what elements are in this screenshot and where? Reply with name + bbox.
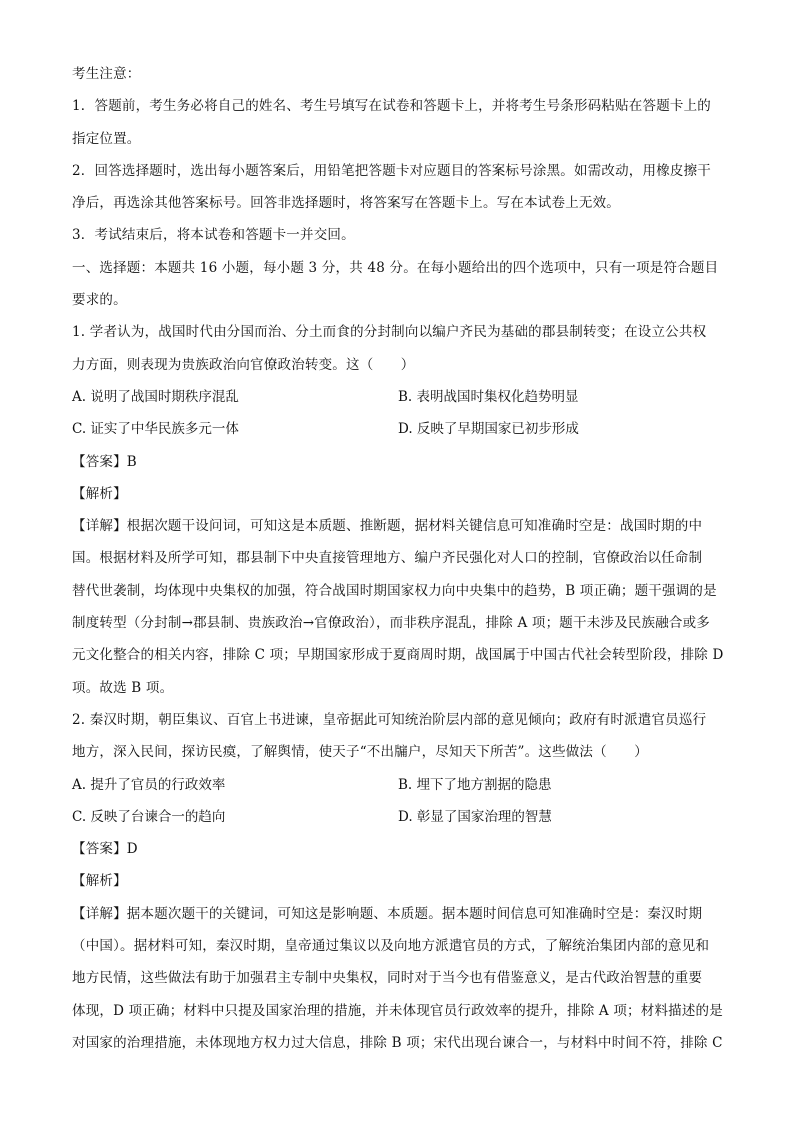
q1-option-c: C. 证实了中华民族多元一体: [72, 421, 239, 438]
q2-options-row-2: [72, 807, 724, 827]
q2-option-d: D. 彰显了国家治理的智慧: [398, 808, 552, 825]
q2-detail-line-3: 地方民情，这些做法有助于加强君主专制中央集权，同时对于当今也有借鉴意义，是古代政治智慧的重要: [72, 970, 703, 987]
section-heading-line-2: 要求的。: [72, 292, 127, 309]
exam-page: [72, 64, 724, 1053]
q2-option-c: C. 反映了台谏合一的趋向: [72, 808, 226, 825]
q1-answer: 【答案】B: [72, 453, 137, 470]
q1-detail-line-4: 制度转型（分封制→郡县制、贵族政治→官僚政治），而非秩序混乱，排除 A 项；题干未涉及民族融合或多: [72, 615, 711, 632]
q1-detail-line-3: 替代世袭制，均体现中央集权的加强，符合战国时期国家权力向中央集中的趋势，B 项正确；题干强调的是: [72, 582, 717, 599]
q1-detail-line-1: 【详解】根据次题干设问词，可知这是本质题、推断题，据材料关键信息可知准确时空是：战国时期的中: [72, 518, 703, 535]
q1-stem-line-1: 1. 学者认为，战国时代由分国而治、分土而食的分封制向以编户齐民为基础的郡县制转变；在设立公共权: [72, 324, 707, 341]
q1-option-b: B. 表明战国时集权化趋势明显: [398, 388, 579, 405]
notice-title: 考生注意：: [72, 66, 141, 82]
section-heading-line-1: 一、选择题：本题共 16 小题，每小题 3 分，共 48 分。在每小题给出的四个选项中，只有一项是符合题目: [72, 259, 719, 276]
q2-option-b: B. 埋下了地方割据的隐患: [398, 776, 552, 793]
q2-options-row-1: [72, 775, 724, 795]
q1-detail-line-5: 元文化整合的相关内容，排除 C 项；早期国家形成于夏商周时期，战国属于中国古代社会转型阶段，排除 D: [72, 647, 724, 664]
q1-option-d: D. 反映了早期国家已初步形成: [398, 421, 579, 438]
notice-item-1-line-1: 1．答题前，考生务必将自己的姓名、考生号填写在试卷和答题卡上，并将考生号条形码粘贴在答题卡上的: [72, 98, 711, 115]
q2-detail-line-2: （中国）。据材料可知，秦汉时期，皇帝通过集议以及向地方派遣官员的方式，了解统治集团内部的意见和: [72, 938, 710, 955]
q1-detail-line-2: 国。根据材料及所学可知，郡县制下中央直接管理地方、编户齐民强化对人口的控制，官僚政治以任命制: [72, 550, 703, 567]
q1-option-a: A. 说明了战国时期秩序混乱: [72, 388, 239, 405]
notice-item-2-line-1: 2．回答选择题时，选出每小题答案后，用铅笔把答题卡对应题目的答案标号涂黑。如需改动，用橡皮擦干: [72, 162, 711, 179]
q2-option-a: A. 提升了官员的行政效率: [72, 776, 226, 793]
q1-options-row-1: [72, 387, 724, 407]
q1-options-row-2: [72, 419, 724, 439]
q1-analysis-label: 【解析】: [72, 485, 127, 502]
q1-stem-line-2: 力方面，则表现为贵族政治向官僚政治转变。这（ ）: [72, 356, 415, 373]
q2-detail-line-4: 体现，D 项正确；材料中只提及国家治理的措施，并未体现官员行政效率的提升，排除 A 项；材料描述的是: [72, 1002, 723, 1019]
q2-detail-line-1: 【详解】据本题次题干的关键词，可知这是影响题、本质题。据本题时间信息可知准确时空是：秦汉时期: [72, 905, 703, 922]
q2-stem-line-2: 地方，深入民间，探访民瘼，了解舆情，使天子“不出牖户，尽知天下所苦”。这些做法（ ）: [72, 744, 648, 761]
q2-answer: 【答案】D: [72, 841, 138, 858]
notice-item-1-line-2: 指定位置。: [72, 130, 141, 147]
notice-item-3: 3．考试结束后，将本试卷和答题卡一并交回。: [72, 227, 355, 244]
notice-item-2-line-2: 净后，再选涂其他答案标号。回答非选择题时，将答案写在答题卡上。写在本试卷上无效。: [72, 195, 620, 212]
q2-detail-line-5: 对国家的治理措施，未体现地方权力过大信息，排除 B 项；宋代出现台谏合一，与材料中时间不符，排除 C: [72, 1034, 723, 1051]
q2-stem-line-1: 2. 秦汉时期，朝臣集议、百官上书进谏，皇帝据此可知统治阶层内部的意见倾向；政府有时派遣官员巡行: [72, 711, 707, 728]
q1-detail-line-6: 项。故选 B 项。: [72, 679, 174, 696]
q2-analysis-label: 【解析】: [72, 873, 127, 890]
